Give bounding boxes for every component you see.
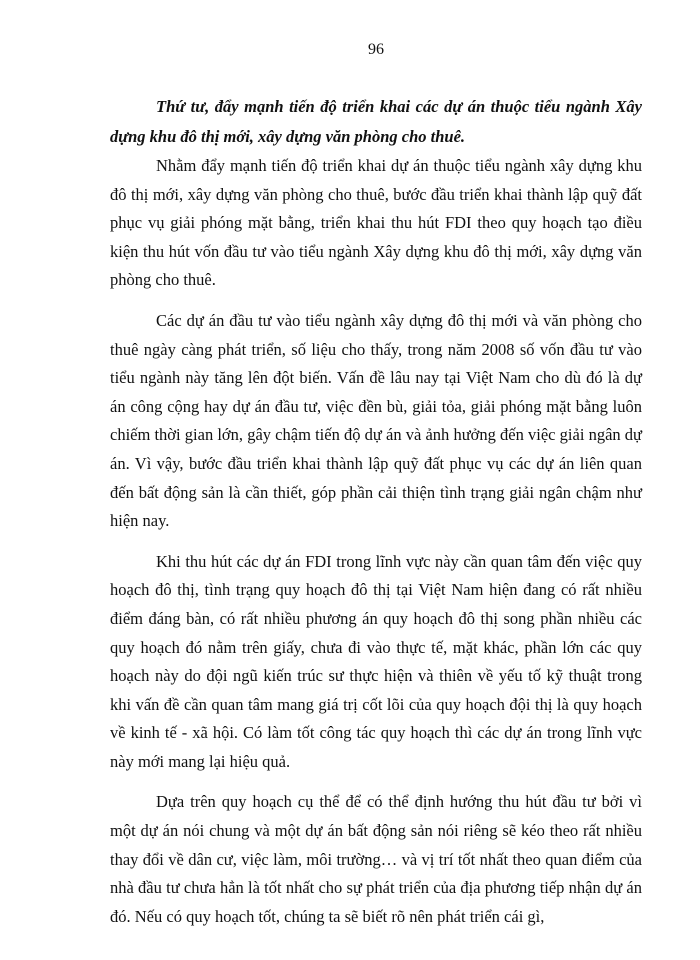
paragraph-4: Dựa trên quy hoạch cụ thể để có thể định hướng thu hút đầu tư bởi vì một dự án nói chung và một dự án bất động sản nói riêng sẽ kéo theo rất nhiều thay đổi về dân cư, việc làm, môi trường… và vị trí tốt nhất theo quan điểm của nhà đầu tư chưa hẳn là tốt nhất cho sự phát triển của địa phương tiếp nhận dự án đó. Nếu có quy hoạch tốt, chúng ta sẽ biết rõ nên phát triển cái gì, <box>110 792 642 926</box>
page-number: 96 <box>368 41 384 58</box>
paragraph-2: Các dự án đầu tư vào tiểu ngành xây dựng đô thị mới và văn phòng cho thuê ngày càng phát triển, số liệu cho thấy, trong năm 2008 số vốn đầu tư vào tiểu ngành này tăng lên đột biến. Vấn đề lâu nay tại Việt Nam cho dù đó là dự án công cộng hay dự án đầu tư, việc đền bù, giải tỏa, giải phóng mặt bằng luôn chiếm thời gian lớn, gây chậm tiến độ dự án và ảnh hưởng đến việc giải ngân dự án. Vì vậy, bước đầu triển khai thành lập quỹ đất phục vụ các dự án liên quan đến bất động sản là cần thiết, góp phần cải thiện tình trạng giải ngân chậm như hiện nay. <box>110 310 642 531</box>
section-heading: Thứ tư, đẩy mạnh tiến độ triển khai các dự án thuộc tiểu ngành Xây dựng khu đô thị mới, xây dựng văn phòng cho thuê. <box>110 97 642 146</box>
paragraph-3: Khi thu hút các dự án FDI trong lĩnh vực này cần quan tâm đến việc quy hoạch đô thị, tình trạng quy hoạch đô thị tại Việt Nam hiện đang có rất nhiều điểm đáng bàn, có rất nhiều phương án quy hoạch đô thị song phần nhiều các quy hoạch đó nằm trên giấy, chưa đi vào thực tế, mặt khác, phần lớn các quy hoạch này do đội ngũ kiến trúc sư thực hiện và thiên về yếu tố kỹ thuật trong khi vấn đề cần quan tâm mang giá trị cốt lõi của quy hoạch đội thị là quy hoạch về kinh tế - xã hội. Có làm tốt công tác quy hoạch thì các dự án trong lĩnh vực này mới mang lại hiệu quả. <box>110 551 642 771</box>
paragraph-1: Nhằm đẩy mạnh tiến độ triển khai dự án thuộc tiểu ngành xây dựng khu đô thị mới, xây dựng văn phòng cho thuê, bước đầu triển khai thành lập quỹ đất phục vụ giải phóng mặt bằng, triển khai thu hút FDI theo quy hoạch tạo điều kiện thu hút vốn đầu tư vào tiểu ngành Xây dựng khu đô thị mới, xây dựng văn phòng cho thuê. <box>110 156 642 290</box>
